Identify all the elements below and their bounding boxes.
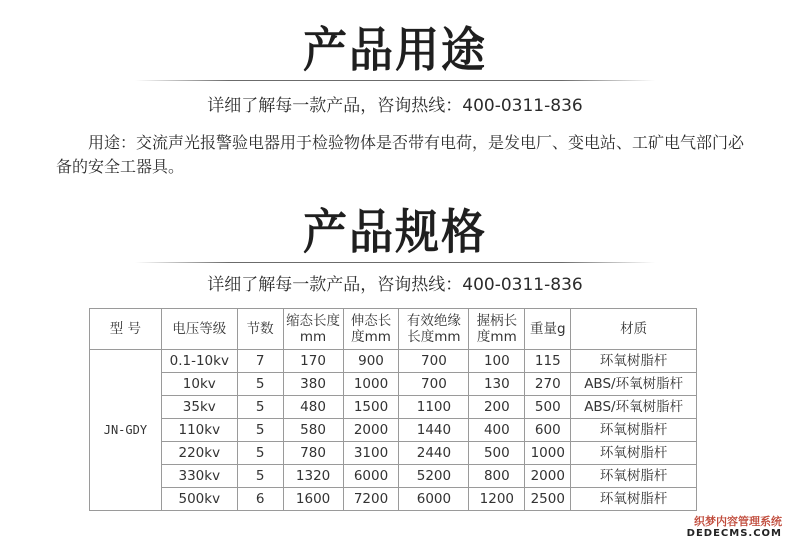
table-row xyxy=(90,488,697,511)
table-cell: 6000 xyxy=(343,465,399,488)
header-cell: 节数 xyxy=(237,309,283,350)
usage-divider xyxy=(135,80,655,81)
table-cell: 700 xyxy=(399,373,469,396)
table-cell: 2500 xyxy=(525,488,571,511)
model-cell: JN-GDY xyxy=(90,350,162,511)
table-cell: 6000 xyxy=(399,488,469,511)
table-cell: 2000 xyxy=(525,465,571,488)
table-cell: 10kv xyxy=(161,373,237,396)
table-cell: 5200 xyxy=(399,465,469,488)
header-cell: 电压等级 xyxy=(161,309,237,350)
table-cell: 环氧树脂杆 xyxy=(571,442,697,465)
header-cell: 缩态长度mm xyxy=(283,309,343,350)
table-cell: 1440 xyxy=(399,419,469,442)
spec-table-body xyxy=(90,309,697,511)
table-cell: 500kv xyxy=(161,488,237,511)
table-cell: ABS/环氧树脂杆 xyxy=(571,373,697,396)
table-cell: ABS/环氧树脂杆 xyxy=(571,396,697,419)
table-cell: 5 xyxy=(237,419,283,442)
table-cell: 800 xyxy=(469,465,525,488)
table-cell: 900 xyxy=(343,350,399,373)
table-cell: 环氧树脂杆 xyxy=(571,419,697,442)
usage-consult-line: 详细了解每一款产品，咨询热线：400-0311-836 xyxy=(207,96,583,116)
table-row xyxy=(90,465,697,488)
usage-description: 用途：交流声光报警验电器用于检验物体是否带有电荷，是发电厂、变电站、工矿电气部门必备的安全工器具。 xyxy=(56,133,745,176)
table-row xyxy=(90,350,697,373)
table-cell: 100 xyxy=(469,350,525,373)
table-cell: 580 xyxy=(283,419,343,442)
table-cell: 115 xyxy=(525,350,571,373)
table-cell: 35kv xyxy=(161,396,237,419)
table-header-row xyxy=(90,309,697,350)
watermark xyxy=(687,516,782,540)
table-cell: 780 xyxy=(283,442,343,465)
spec-heading: 产品规格 xyxy=(303,205,487,261)
table-cell: 1500 xyxy=(343,396,399,419)
table-cell: 2440 xyxy=(399,442,469,465)
header-cell: 型 号 xyxy=(90,309,162,350)
table-cell: 5 xyxy=(237,373,283,396)
table-cell: 7 xyxy=(237,350,283,373)
table-cell: 1600 xyxy=(283,488,343,511)
table-cell: 130 xyxy=(469,373,525,396)
table-cell: 1000 xyxy=(525,442,571,465)
table-cell: 480 xyxy=(283,396,343,419)
table-cell: 6 xyxy=(237,488,283,511)
table-cell: 380 xyxy=(283,373,343,396)
table-cell: 5 xyxy=(237,442,283,465)
header-cell: 材质 xyxy=(571,309,697,350)
table-cell: 500 xyxy=(469,442,525,465)
table-cell: 2000 xyxy=(343,419,399,442)
table-cell: 环氧树脂杆 xyxy=(571,465,697,488)
spec-table xyxy=(89,308,697,511)
table-cell: 400 xyxy=(469,419,525,442)
table-cell: 330kv xyxy=(161,465,237,488)
watermark-line1: 织梦内容管理系统 xyxy=(694,515,782,528)
usage-heading: 产品用途 xyxy=(303,23,487,79)
spec-consult-line: 详细了解每一款产品，咨询热线：400-0311-836 xyxy=(207,275,583,295)
table-row xyxy=(90,396,697,419)
table-cell: 1320 xyxy=(283,465,343,488)
table-cell: 700 xyxy=(399,350,469,373)
table-cell: 220kv xyxy=(161,442,237,465)
table-cell: 环氧树脂杆 xyxy=(571,488,697,511)
table-cell: 0.1-10kv xyxy=(161,350,237,373)
table-cell: 600 xyxy=(525,419,571,442)
table-cell: 170 xyxy=(283,350,343,373)
table-cell: 200 xyxy=(469,396,525,419)
table-row xyxy=(90,442,697,465)
table-cell: 1100 xyxy=(399,396,469,419)
header-cell: 握柄长度mm xyxy=(469,309,525,350)
table-cell: 1200 xyxy=(469,488,525,511)
table-cell: 5 xyxy=(237,396,283,419)
spec-divider xyxy=(135,262,655,263)
header-cell: 重量g xyxy=(525,309,571,350)
table-cell: 环氧树脂杆 xyxy=(571,350,697,373)
header-cell: 伸态长度mm xyxy=(343,309,399,350)
table-cell: 270 xyxy=(525,373,571,396)
header-cell: 有效绝缘长度mm xyxy=(399,309,469,350)
table-cell: 3100 xyxy=(343,442,399,465)
table-cell: 1000 xyxy=(343,373,399,396)
table-row xyxy=(90,419,697,442)
table-cell: 110kv xyxy=(161,419,237,442)
table-cell: 5 xyxy=(237,465,283,488)
table-cell: 7200 xyxy=(343,488,399,511)
table-cell: 500 xyxy=(525,396,571,419)
watermark-line2: DEDECMS.COM xyxy=(686,528,782,539)
table-row xyxy=(90,373,697,396)
